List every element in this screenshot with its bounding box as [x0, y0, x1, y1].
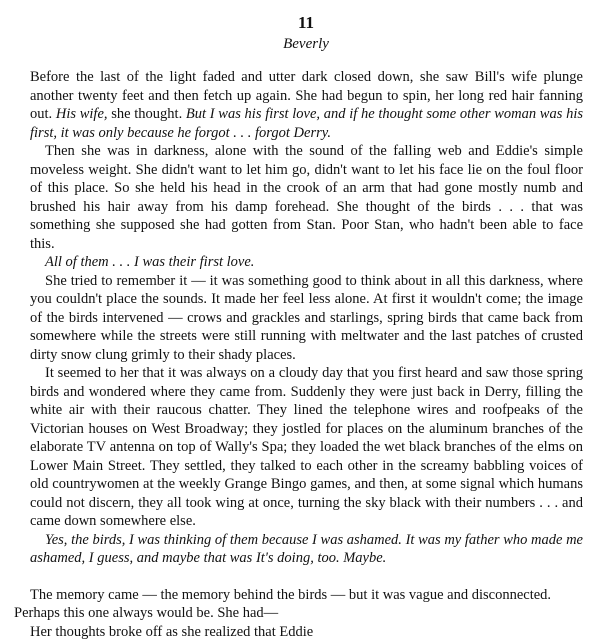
chapter-title: Beverly — [0, 35, 612, 53]
paragraph-tail-line: The memory came — the memory behind the birds — but it was vague and disconnected. — [30, 586, 583, 605]
text-segment: she thought. — [108, 106, 186, 122]
italic-text-segment: All of them . . . I was their first love. — [45, 254, 254, 270]
paragraph — [30, 253, 583, 272]
paragraph-tail-line: Perhaps this one always would be. She had— — [14, 604, 583, 623]
paragraph — [30, 531, 583, 568]
paragraph — [30, 68, 583, 142]
text-segment: Before the last of the light faded and utter dark closed down, she saw Bill's wife plunge another twenty feet and then fetch up again. She had begun to spin, her long red hair fanning out. — [30, 69, 583, 122]
italic-text-segment: Yes, the birds, I was thinking of them because I was ashamed. It was my father who made me ashamed, I guess, and maybe that was It's doing, too. Maybe. — [30, 532, 583, 567]
chapter-number: 11 — [0, 13, 612, 33]
text-segment: Then she was in darkness, alone with the sound of the falling web and Eddie's simple moveless weight. She didn't want to let him go, didn't want to let his face lie on the foul floor of this place. So she held his head in the crook of an arm that had gone mostly numb and brushed his hair away from his damp forehead. She thought of the birds . . . that was something she supposed she had gotten from Stan. Poor Stan, who hadn't been able to face this. — [30, 143, 583, 252]
paragraph — [30, 364, 583, 531]
paragraph-tail-line: Her thoughts broke off as she realized that Eddie — [30, 623, 583, 641]
body-text — [30, 68, 583, 641]
paragraph — [30, 272, 583, 365]
text-segment: It seemed to her that it was always on a cloudy day that you first heard and saw those spring birds and wondered where they came from. Suddenly they were just back in Derry, filling the white air with their raucous chatter. They lined the telephone wires and roofpeaks of the Victorian houses on West Broadway; they jostled for places on the aluminum branches of the elaborate TV antenna on top of Wally's Spa; they loaded the wet black branches of the elms on Lower Main Street. They settled, they talked to each other in the screamy babbling voices of old countrywomen at the weekly Grange Bingo games, and then, at some signal which humans could not discern, they all took wing at once, turning the sky black with their numbers . . . and came down somewhere else. — [30, 365, 583, 529]
text-segment: She tried to remember it — it was something good to think about in all this darkness, where you couldn't place the sounds. It made her feel less alone. At first it wouldn't come; the image of the birds intervened — crows and grackles and starlings, spring birds that came back from somewhere while the streets were still running with meltwater and the last patches of crusted dirty snow clung grimly to their shady places. — [30, 273, 583, 363]
italic-text-segment: But I was his first love, and if he thought some other woman was his first, it was only because he forgot . . . forgot Derry. — [30, 106, 583, 141]
italic-text-segment: His wife, — [56, 106, 108, 122]
paragraph — [30, 142, 583, 253]
